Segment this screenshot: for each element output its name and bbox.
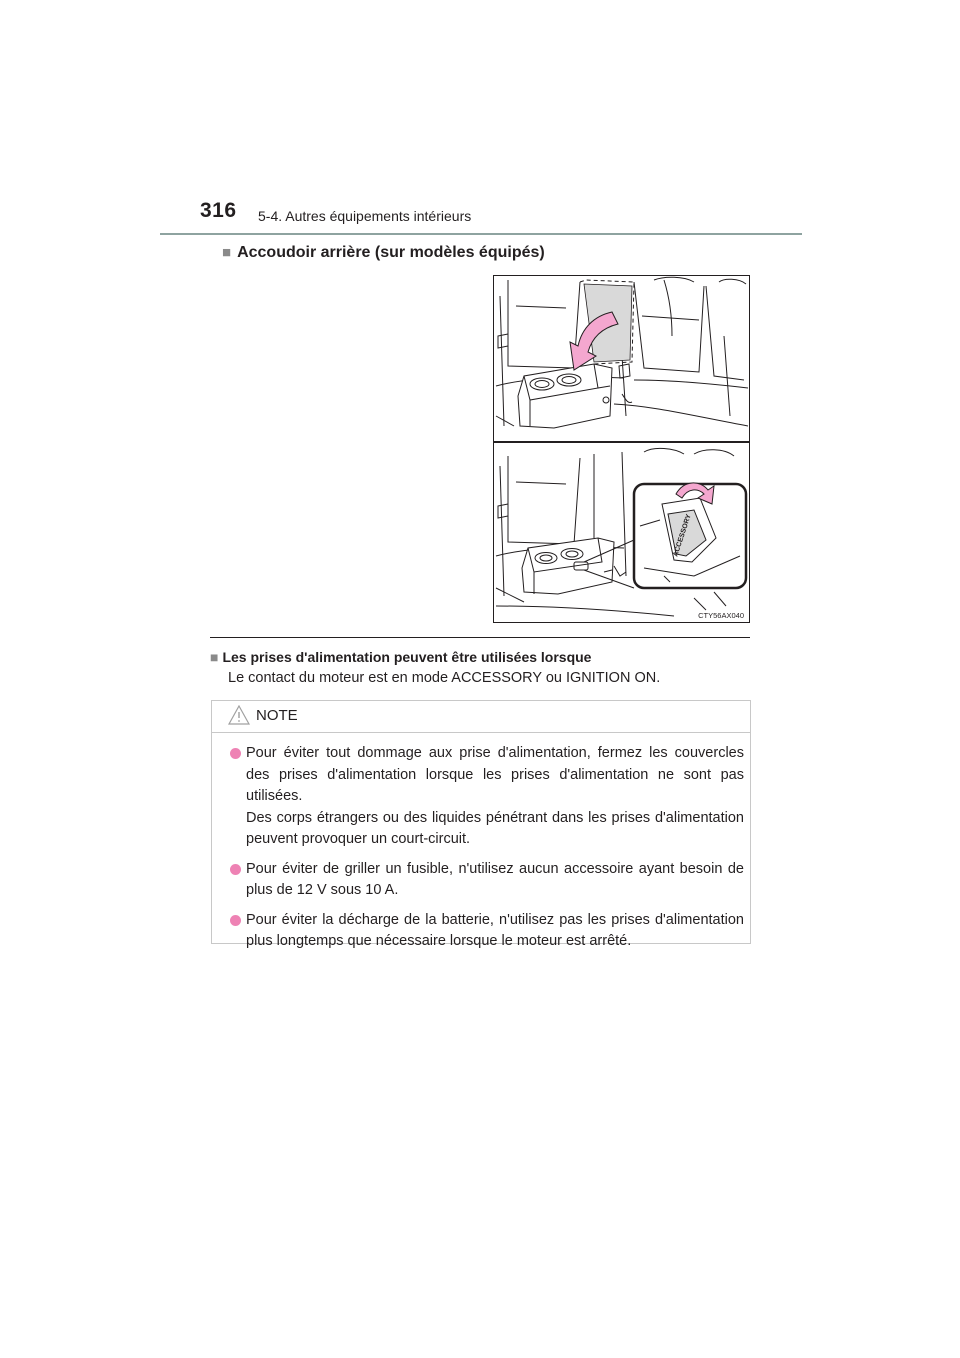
note-item-text: Pour éviter la décharge de la batterie, n'utilisez pas les prises d'alimentation plus longtemps que nécessaire lorsque le moteur est arrêté. (246, 911, 744, 949)
armrest-illustration (493, 275, 750, 623)
note-item (230, 743, 744, 851)
note-header (212, 701, 750, 733)
sub-heading-marker: ■ (210, 649, 219, 665)
body-text: Le contact du moteur est en mode ACCESSORY ou IGNITION ON. (228, 670, 661, 686)
note-item (230, 859, 744, 902)
warning-triangle-icon (228, 705, 250, 725)
header-rule (160, 233, 802, 235)
section-marker: ■ (222, 244, 232, 261)
sub-heading (210, 649, 591, 665)
note-list (230, 743, 744, 961)
note-item-text: Pour éviter tout dommage aux prise d'alimentation, fermez les couvercles des prises d'alimentation lorsque les prises d'alimentation ne sont pas utilisées. (246, 745, 744, 804)
note-item (230, 910, 744, 953)
note-item-text: Pour éviter de griller un fusible, n'utilisez aucun accessoire ayant besoin de plus de 12 V sous 10 A. (246, 860, 744, 898)
sub-heading-title: Les prises d'alimentation peuvent être utilisées lorsque (222, 649, 592, 665)
bullet-icon (230, 748, 241, 759)
note-item-text: Des corps étrangers ou des liquides pénétrant dans les prises d'alimentation peuvent provoquer un court-circuit. (246, 809, 744, 847)
section-heading (222, 244, 545, 262)
outlet-label: ACCESSORY (672, 513, 693, 558)
bullet-icon (230, 864, 241, 875)
bullet-icon (230, 915, 241, 926)
figure-code: CTY56AX040 (698, 611, 744, 620)
page-number: 316 (200, 199, 237, 222)
section-rule (210, 637, 750, 638)
section-title: Accoudoir arrière (sur modèles équipés) (237, 244, 545, 261)
chapter-title: 5-4. Autres équipements intérieurs (258, 208, 472, 224)
outlet-inset (634, 484, 746, 588)
note-box (211, 700, 751, 949)
note-title: NOTE (256, 707, 298, 724)
